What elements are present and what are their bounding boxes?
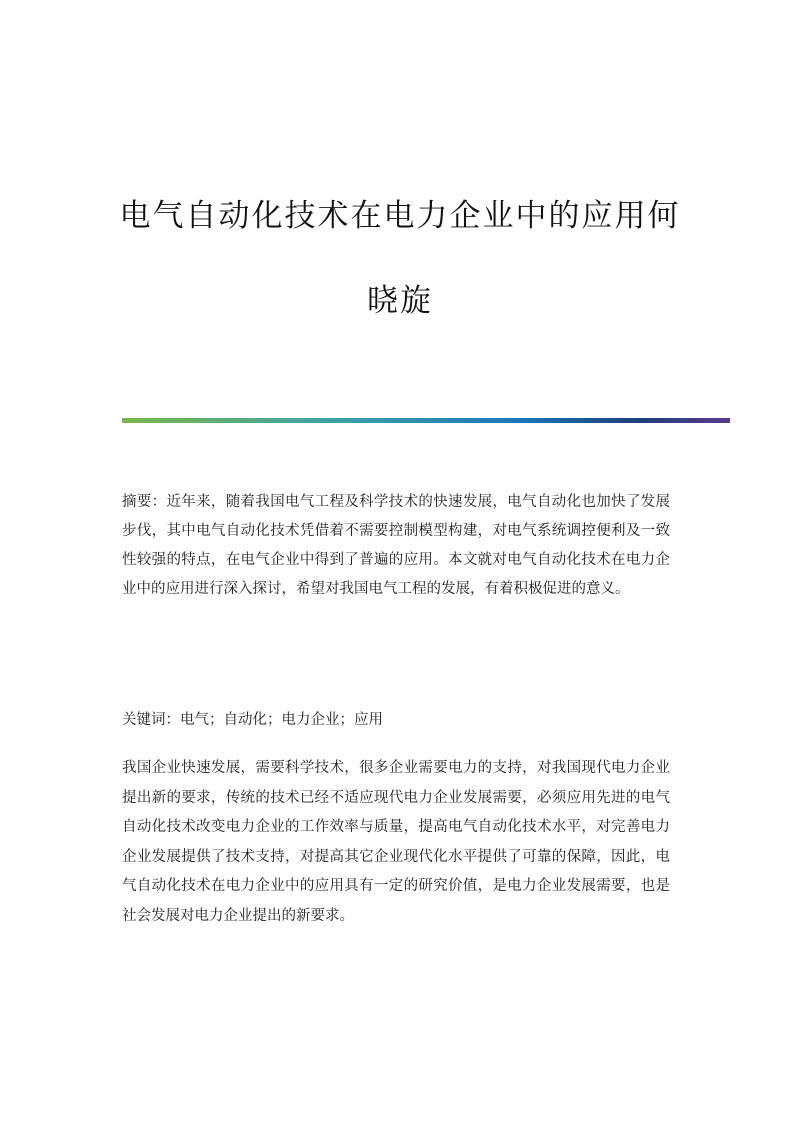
intro-paragraph: 我国企业快速发展，需要科学技术，很多企业需要电力的支持，对我国现代电力企业提出新的要求，传统的技术已经不适应现代电力企业发展需要，必须应用先进的电气自动化技术改变电力企业的工作效率与质量，提高电气自动化技术水平，对完善电力企业发展提供了技术支持，对提高其它企业现代化水平提供了可靠的保障，因此，电气自动化技术在电力企业中的应用具有一定的研究价值，是电力企业发展需要，也是社会发展对电力企业提出的新要求。 — [122, 760, 670, 924]
author-name: 晓旋 — [367, 283, 433, 319]
keywords-line: 关键词：电气；自动化；电力企业；应用 — [122, 712, 383, 728]
page-title: 电气自动化技术在电力企业中的应用何 — [119, 198, 681, 234]
gradient-divider — [122, 418, 730, 423]
abstract-paragraph: 摘要：近年来，随着我国电气工程及科学技术的快速发展，电气自动化也加快了发展步伐，其中电气自动化技术凭借着不需要控制模型构建，对电气系统调控便利及一致性较强的特点，在电气企业中得到了普遍的应用。本文就对电气自动化技术在电力企业中的应用进行深入探讨，希望对我国电气工程的发展，有着积极促进的意义。 — [122, 494, 670, 597]
